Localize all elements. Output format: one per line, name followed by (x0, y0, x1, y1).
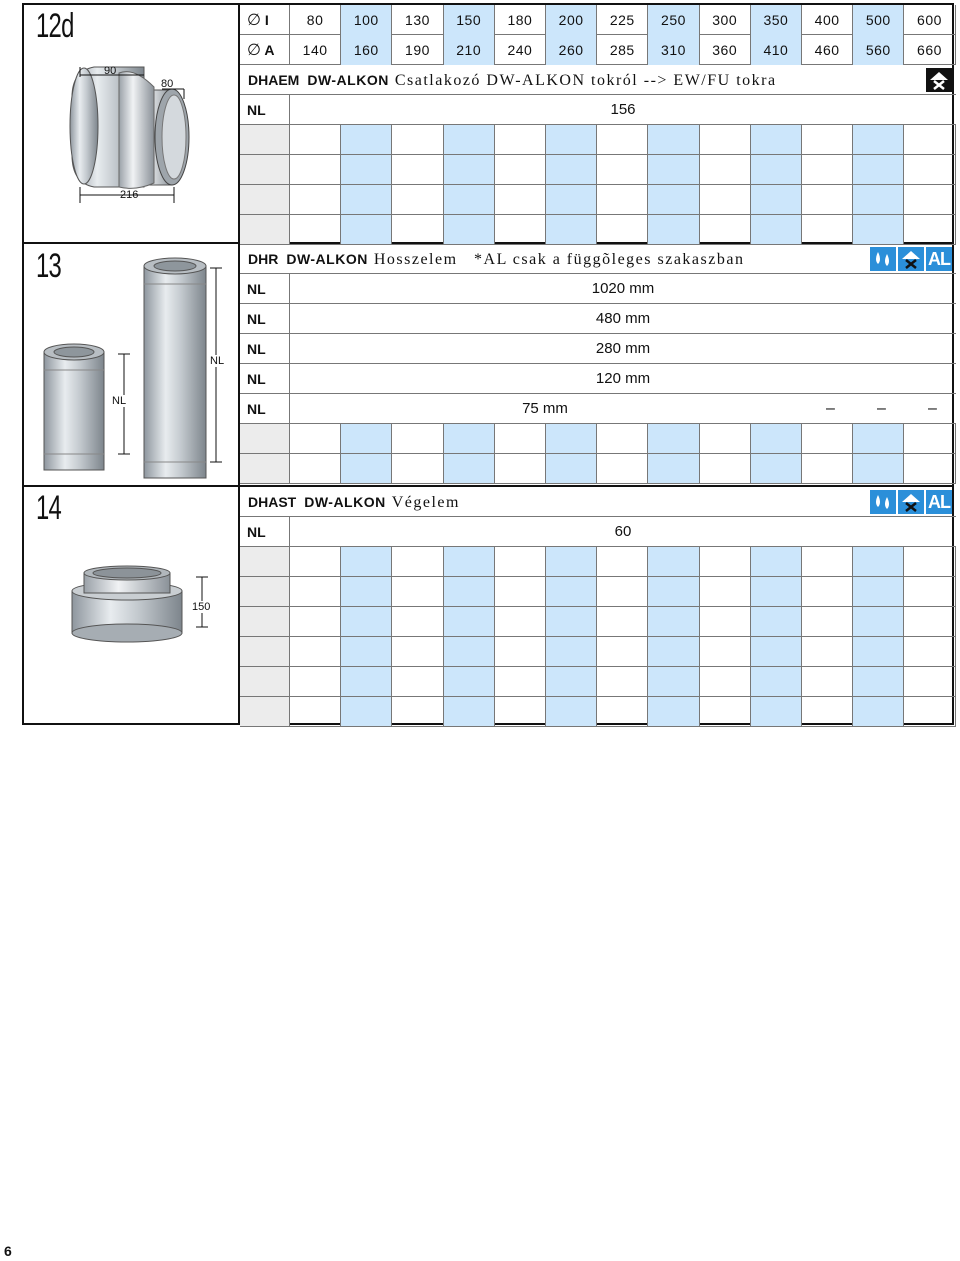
empty-cell (751, 454, 802, 483)
product-sheet-frame (22, 3, 954, 725)
empty-cell (802, 607, 853, 636)
empty-cell (495, 155, 546, 184)
diameter-i-400: 400 (802, 5, 853, 35)
empty-cell (700, 577, 751, 606)
diameter-a-label: ∅ A (240, 35, 290, 65)
empty-cell (444, 697, 495, 726)
empty-cell (700, 637, 751, 666)
empty-cell (495, 637, 546, 666)
empty-cell (904, 424, 955, 453)
empty-cell (597, 577, 648, 606)
empty-cell (751, 607, 802, 636)
icons-12d (926, 68, 952, 92)
empty-cell (648, 607, 699, 636)
empty-cell (700, 667, 751, 696)
empty-cell (751, 215, 802, 244)
empty-cell (700, 454, 751, 483)
empty-cell (392, 577, 443, 606)
empty-label-cell (240, 667, 290, 696)
empty-cell (546, 667, 597, 696)
nl-label: NL (240, 394, 290, 424)
empty-cell (648, 215, 699, 244)
empty-cell (648, 125, 699, 154)
icons-14 (870, 490, 952, 514)
empty-cell (444, 607, 495, 636)
empty-cell (802, 697, 853, 726)
empty-cell (648, 155, 699, 184)
empty-cell (802, 667, 853, 696)
empty-cell (444, 215, 495, 244)
nl-label: NL (240, 364, 290, 394)
empty-cell (392, 697, 443, 726)
dim-216: 216 (120, 189, 139, 201)
empty-cell (290, 547, 341, 576)
empty-cell (751, 667, 802, 696)
nl-row-13-5 (240, 394, 956, 424)
empty-cell (290, 215, 341, 244)
empty-cell (853, 607, 904, 636)
nl-label: NL (240, 304, 290, 334)
empty-cell (597, 454, 648, 483)
empty-cell (495, 547, 546, 576)
empty-cell (597, 697, 648, 726)
empty-cell (853, 155, 904, 184)
diameter-a-260: 260 (546, 35, 597, 65)
diameter-a-660: 660 (904, 35, 955, 65)
empty-cell (495, 125, 546, 154)
empty-cell (853, 215, 904, 244)
empty-label-cell (240, 607, 290, 636)
diameter-a-560: 560 (853, 35, 904, 65)
dash-400: – (826, 400, 835, 417)
nl-value-14: 60 (614, 523, 632, 540)
empty-cell (444, 547, 495, 576)
empty-cell (751, 185, 802, 214)
nl-row-13-2 (240, 304, 956, 334)
dim-nl-short: NL (112, 395, 127, 407)
empty-row (240, 454, 956, 484)
adapter-illustration (24, 5, 238, 242)
empty-cell (341, 697, 392, 726)
empty-cell (392, 215, 443, 244)
dim-80: 80 (161, 78, 174, 90)
nl-value-75: 75 mm (522, 400, 568, 417)
empty-row (240, 577, 956, 607)
empty-cell (700, 185, 751, 214)
empty-cell (290, 155, 341, 184)
empty-cell (802, 185, 853, 214)
empty-cell (904, 577, 955, 606)
empty-cell (341, 547, 392, 576)
empty-cell (495, 185, 546, 214)
condensate-icon (870, 247, 896, 271)
empty-row (240, 215, 956, 245)
diameter-icon: ∅ (247, 12, 261, 29)
nl-label: NL (240, 334, 290, 364)
empty-cell (546, 155, 597, 184)
nl-row-13-4 (240, 364, 956, 394)
empty-cell (802, 215, 853, 244)
empty-cell (648, 454, 699, 483)
title-row-13 (240, 244, 956, 274)
chimney-sweep-icon (898, 490, 924, 514)
nl-label: NL (240, 95, 290, 125)
empty-cell (546, 547, 597, 576)
condensate-icon (870, 490, 896, 514)
diameter-a-310: 310 (648, 35, 699, 65)
title-row-14 (240, 487, 956, 517)
empty-cell (904, 215, 955, 244)
empty-cell (751, 155, 802, 184)
empty-cell (546, 454, 597, 483)
empty-cell (546, 125, 597, 154)
empty-cell (290, 607, 341, 636)
empty-cell (290, 454, 341, 483)
empty-cell (341, 125, 392, 154)
empty-row (240, 637, 956, 667)
empty-cell (597, 667, 648, 696)
empty-cell (341, 454, 392, 483)
empty-cell (700, 607, 751, 636)
diameter-i-300: 300 (700, 5, 751, 35)
diameter-a-160: 160 (341, 35, 392, 65)
empty-cell (495, 577, 546, 606)
empty-cell (853, 637, 904, 666)
empty-label-cell (240, 125, 290, 154)
empty-cell (597, 637, 648, 666)
title-row-12d (240, 65, 956, 95)
empty-cell (546, 424, 597, 453)
empty-cell (751, 697, 802, 726)
nl-value-120: 120 mm (595, 370, 651, 387)
empty-cell (853, 454, 904, 483)
diameter-a-360: 360 (700, 35, 751, 65)
nl-label: NL (240, 274, 290, 304)
diameter-a-240: 240 (495, 35, 546, 65)
empty-cell (802, 155, 853, 184)
empty-cell (495, 454, 546, 483)
empty-cell (751, 637, 802, 666)
empty-row (240, 547, 956, 577)
empty-cell (904, 637, 955, 666)
empty-cell (700, 547, 751, 576)
empty-row (240, 607, 956, 637)
nl-value-480: 480 mm (595, 310, 651, 327)
length-element-illustration (24, 244, 238, 484)
empty-cell (904, 547, 955, 576)
diameter-i-label: ∅ I (240, 5, 290, 35)
empty-cell (392, 667, 443, 696)
empty-cell (853, 185, 904, 214)
nl-label: NL (240, 517, 290, 547)
empty-cell (904, 454, 955, 483)
product-title-14: DHAST DW-ALKON Végelem (248, 494, 460, 511)
empty-cell (546, 607, 597, 636)
empty-cell (290, 637, 341, 666)
nl-row-12d (240, 95, 956, 125)
empty-cell (597, 215, 648, 244)
chimney-sweep-icon (898, 247, 924, 271)
diameter-i-600: 600 (904, 5, 955, 35)
empty-cell (700, 424, 751, 453)
empty-cell (495, 667, 546, 696)
empty-row (240, 125, 956, 155)
empty-label-cell (240, 185, 290, 214)
nl-value-12d: 156 (610, 101, 636, 118)
diameter-i-180: 180 (495, 5, 546, 35)
empty-cell (546, 215, 597, 244)
empty-cell (546, 185, 597, 214)
empty-cell (392, 424, 443, 453)
empty-cell (392, 185, 443, 214)
empty-cell (495, 215, 546, 244)
empty-cell (700, 697, 751, 726)
al-icon: AL (926, 490, 952, 514)
empty-cell (904, 697, 955, 726)
empty-cell (495, 424, 546, 453)
empty-cell (495, 697, 546, 726)
empty-cell (904, 125, 955, 154)
nl-value-1020: 1020 mm (591, 280, 655, 297)
empty-label-cell (240, 454, 290, 483)
product-title-13: DHR DW-ALKON Hosszelem *AL csak a függõleges szakaszban (248, 251, 745, 268)
empty-cell (444, 637, 495, 666)
empty-cell (597, 155, 648, 184)
diameter-a-410: 410 (751, 35, 802, 65)
empty-cell (904, 155, 955, 184)
diameter-i-130: 130 (392, 5, 443, 35)
empty-cell (853, 547, 904, 576)
empty-row (240, 424, 956, 454)
diameter-i-200: 200 (546, 5, 597, 35)
empty-label-cell (240, 577, 290, 606)
nl-value-280: 280 mm (595, 340, 651, 357)
empty-cell (444, 424, 495, 453)
empty-cell (290, 424, 341, 453)
empty-cell (853, 125, 904, 154)
empty-cell (444, 667, 495, 696)
section-number-12d: 12d (36, 7, 74, 45)
empty-cell (597, 125, 648, 154)
empty-cell (444, 185, 495, 214)
empty-cell (341, 577, 392, 606)
empty-cell (751, 577, 802, 606)
diameter-i-80: 80 (290, 5, 341, 35)
empty-cell (290, 577, 341, 606)
empty-cell (444, 577, 495, 606)
empty-cell (392, 547, 443, 576)
empty-label-cell (240, 637, 290, 666)
empty-cell (700, 155, 751, 184)
empty-cell (648, 424, 699, 453)
empty-label-cell (240, 155, 290, 184)
empty-cell (597, 424, 648, 453)
empty-cell (751, 547, 802, 576)
empty-cell (341, 667, 392, 696)
empty-cell (546, 697, 597, 726)
dim-150: 150 (192, 601, 211, 613)
section-number-13: 13 (36, 247, 62, 285)
empty-cell (648, 637, 699, 666)
empty-label-cell (240, 215, 290, 244)
diameter-a-210: 210 (444, 35, 495, 65)
empty-cell (341, 155, 392, 184)
diameter-i-350: 350 (751, 5, 802, 35)
empty-cell (700, 215, 751, 244)
diameter-i-100: 100 (341, 5, 392, 35)
empty-cell (802, 125, 853, 154)
dash-500: – (877, 400, 886, 417)
empty-cell (341, 637, 392, 666)
nl-row-14 (240, 517, 956, 547)
empty-cell (392, 155, 443, 184)
empty-cell (853, 424, 904, 453)
row-diameter-i (240, 5, 956, 35)
section-number-14: 14 (36, 489, 62, 527)
empty-cell (290, 697, 341, 726)
empty-cell (444, 125, 495, 154)
empty-row (240, 667, 956, 697)
product-title-12d: DHAEM DW-ALKON Csatlakozó DW-ALKON tokról --> EW/FU tokra (248, 72, 777, 89)
diameter-icon: ∅ (247, 42, 261, 59)
empty-cell (392, 637, 443, 666)
nl-row-13-1 (240, 274, 956, 304)
empty-cell (751, 125, 802, 154)
empty-cell (648, 547, 699, 576)
empty-cell (802, 637, 853, 666)
empty-cell (290, 667, 341, 696)
empty-cell (546, 577, 597, 606)
empty-cell (904, 667, 955, 696)
empty-cell (802, 424, 853, 453)
empty-cell (597, 547, 648, 576)
diameter-a-190: 190 (392, 35, 443, 65)
empty-cell (444, 454, 495, 483)
empty-cell (700, 125, 751, 154)
diameter-a-285: 285 (597, 35, 648, 65)
empty-cell (904, 607, 955, 636)
empty-label-cell (240, 424, 290, 453)
nl-row-13-3 (240, 334, 956, 364)
diameter-i-225: 225 (597, 5, 648, 35)
empty-cell (341, 424, 392, 453)
empty-label-cell (240, 697, 290, 726)
empty-cell (751, 424, 802, 453)
empty-cell (904, 185, 955, 214)
empty-cell (341, 215, 392, 244)
empty-cell (802, 454, 853, 483)
empty-row (240, 185, 956, 215)
chimney-sweep-icon (926, 68, 952, 92)
empty-cell (444, 155, 495, 184)
empty-label-cell (240, 547, 290, 576)
empty-cell (648, 185, 699, 214)
empty-cell (597, 185, 648, 214)
row-diameter-a (240, 35, 956, 65)
empty-cell (648, 697, 699, 726)
diameter-a-460: 460 (802, 35, 853, 65)
empty-cell (495, 607, 546, 636)
page-number: 6 (4, 1243, 12, 1259)
dim-90: 90 (104, 65, 117, 77)
al-icon: AL (926, 247, 952, 271)
empty-row (240, 697, 956, 727)
empty-cell (853, 697, 904, 726)
dim-nl-tall: NL (210, 355, 225, 367)
empty-cell (853, 667, 904, 696)
diameter-i-150: 150 (444, 5, 495, 35)
empty-cell (853, 577, 904, 606)
empty-cell (802, 547, 853, 576)
empty-cell (341, 607, 392, 636)
empty-cell (648, 577, 699, 606)
empty-cell (648, 667, 699, 696)
diameter-a-140: 140 (290, 35, 341, 65)
icons-13 (870, 247, 952, 271)
empty-cell (392, 607, 443, 636)
diameter-i-500: 500 (853, 5, 904, 35)
empty-cell (341, 185, 392, 214)
diameter-i-250: 250 (648, 5, 699, 35)
empty-cell (290, 185, 341, 214)
empty-cell (392, 454, 443, 483)
dash-600: – (928, 400, 937, 417)
empty-cell (597, 607, 648, 636)
empty-cell (546, 637, 597, 666)
empty-cell (290, 125, 341, 154)
empty-cell (392, 125, 443, 154)
empty-cell (802, 577, 853, 606)
empty-row (240, 155, 956, 185)
